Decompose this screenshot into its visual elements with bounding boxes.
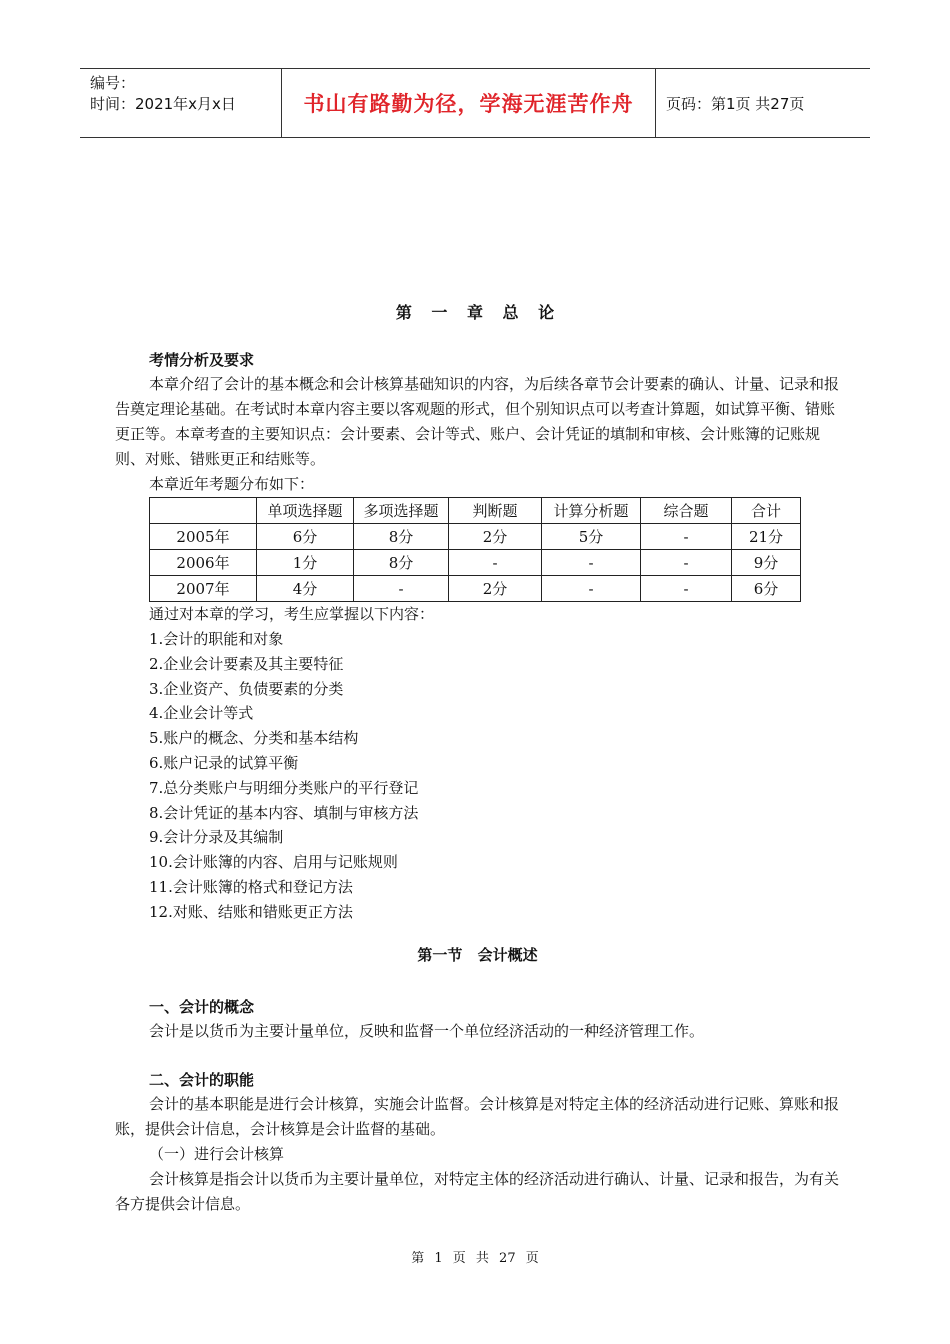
header-motto: 书山有路勤为径，学海无涯苦作舟 xyxy=(282,69,656,137)
table-row xyxy=(150,550,801,576)
time-label: 时间：2021年x月x日 xyxy=(90,95,236,113)
table-row xyxy=(150,524,801,550)
table-cell: - xyxy=(641,550,732,576)
table-cell: 8分 xyxy=(354,550,449,576)
header-page-info: 页码：第1页 共27页 xyxy=(666,94,805,113)
list-item: 9.会计分录及其编制 xyxy=(149,828,284,847)
table-cell: - xyxy=(354,576,449,602)
table-cell: 6分 xyxy=(257,524,354,550)
number-label: 编号： xyxy=(90,74,136,92)
table-header-cell: 多项选择题 xyxy=(354,498,449,524)
table-header-cell xyxy=(150,498,257,524)
table-header-cell: 单项选择题 xyxy=(257,498,354,524)
table-header-row xyxy=(150,498,801,524)
exam-analysis-paragraph: 本章介绍了会计的基本概念和会计核算基础知识的内容，为后续各章节会计要素的确认、计量、记录和报告奠定理论基础。在考试时本章内容主要以客观题的形式，但个别知识点可以考查计算题，如试算平衡、错账更正等。本章考查的主要知识点：会计要素、会计等式、账户、会计凭证的填制和审核、会计账簿的记账规则、对账、错账更正和结账等。 xyxy=(115,375,840,468)
table-cell: 9分 xyxy=(732,550,801,576)
concept-heading: 一、会计的概念 xyxy=(149,997,255,1016)
main-content xyxy=(115,348,840,1217)
header-meta xyxy=(80,69,282,137)
table-cell: 21分 xyxy=(732,524,801,550)
table-header-cell: 合计 xyxy=(732,498,801,524)
table-cell: 5分 xyxy=(542,524,641,550)
list-item: 12.对账、结账和错账更正方法 xyxy=(149,902,353,921)
table-cell: - xyxy=(542,550,641,576)
function-text: 会计的基本职能是进行会计核算，实施会计监督。会计核算是对特定主体的经济活动进行记账、算账和报账，提供会计信息，会计核算是会计监督的基础。 xyxy=(115,1094,840,1138)
function-heading: 二、会计的职能 xyxy=(149,1070,255,1089)
list-item: 5.账户的概念、分类和基本结构 xyxy=(149,729,359,748)
list-item: 4.企业会计等式 xyxy=(149,704,254,723)
table-cell: 4分 xyxy=(257,576,354,602)
table-cell: - xyxy=(542,576,641,602)
table-cell: 6分 xyxy=(732,576,801,602)
table-cell: - xyxy=(641,576,732,602)
table-intro: 本章近年考题分布如下： xyxy=(149,475,315,493)
chapter-title: 第 一 章 总 论 xyxy=(395,303,555,322)
concept-text: 会计是以货币为主要计量单位，反映和监督一个单位经济活动的一种经济管理工作。 xyxy=(149,1021,705,1040)
list-item: 7.总分类账户与明细分类账户的平行登记 xyxy=(149,778,419,797)
list-item: 1.会计的职能和对象 xyxy=(149,630,284,648)
table-header-cell: 综合题 xyxy=(641,498,732,524)
table-cell: - xyxy=(449,550,542,576)
list-item: 11.会计账簿的格式和登记方法 xyxy=(149,877,353,896)
table-cell: 1分 xyxy=(257,550,354,576)
table-cell: 2006年 xyxy=(150,550,257,576)
page-header xyxy=(80,68,870,138)
list-item: 2.企业会计要素及其主要特征 xyxy=(149,654,344,673)
list-intro: 通过对本章的学习，考生应掌握以下内容： xyxy=(149,605,435,623)
list-item: 10.会计账簿的内容、启用与记账规则 xyxy=(149,853,398,872)
exam-analysis-heading: 考情分析及要求 xyxy=(149,351,255,369)
table-cell: 2分 xyxy=(449,524,542,550)
section-title: 第一节 会计概述 xyxy=(417,945,538,964)
list-item: 3.企业资产、负债要素的分类 xyxy=(149,679,344,698)
table-cell: 8分 xyxy=(354,524,449,550)
table-cell: 2分 xyxy=(449,576,542,602)
table-cell: 2007年 xyxy=(150,576,257,602)
table-row xyxy=(150,576,801,602)
table-cell: 2005年 xyxy=(150,524,257,550)
sub-heading: （一）进行会计核算 xyxy=(149,1144,285,1163)
exam-distribution-table xyxy=(149,497,801,602)
list-item: 6.账户记录的试算平衡 xyxy=(149,753,299,772)
page-footer: 第 1 页 共 27 页 xyxy=(411,1251,539,1266)
objectives-list xyxy=(115,627,840,925)
table-header-cell: 判断题 xyxy=(449,498,542,524)
list-item: 8.会计凭证的基本内容、填制与审核方法 xyxy=(149,803,419,822)
table-cell: - xyxy=(641,524,732,550)
table-header-cell: 计算分析题 xyxy=(542,498,641,524)
sub-text: 会计核算是指会计以货币为主要计量单位，对特定主体的经济活动进行确认、计量、记录和报告，为有关各方提供会计信息。 xyxy=(115,1169,840,1213)
